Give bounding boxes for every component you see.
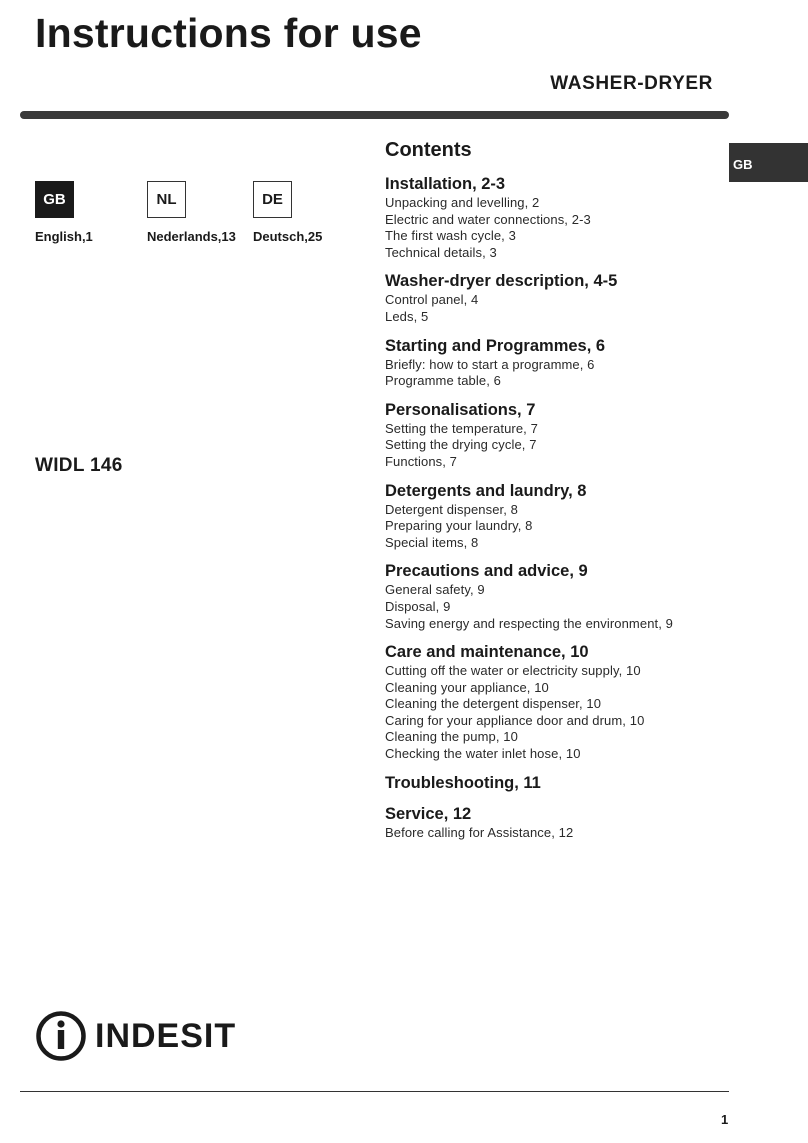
section-title: Precautions and advice, 9 xyxy=(385,562,588,581)
section-entry: Special items, 8 xyxy=(385,534,479,550)
language-label: Deutsch,25 xyxy=(253,229,323,244)
section-entry: The first wash cycle, 3 xyxy=(385,228,516,244)
language-label: English,1 xyxy=(35,229,93,244)
section-title: Starting and Programmes, 6 xyxy=(385,336,606,355)
section-title: Detergents and laundry, 8 xyxy=(385,481,587,500)
contents-section xyxy=(385,400,725,471)
contents-section xyxy=(385,804,725,842)
footer-divider xyxy=(20,1091,729,1092)
language-side-tab: GB xyxy=(729,143,808,182)
brand-name: INDESIT xyxy=(95,1016,237,1055)
product-type: WASHER-DRYER xyxy=(550,73,713,94)
page-number: 1 xyxy=(721,1112,729,1127)
section-entry: Caring for your appliance door and drum, 10 xyxy=(385,712,645,728)
section-entry: Setting the drying cycle, 7 xyxy=(385,437,537,453)
language-nl xyxy=(147,181,236,244)
section-entry: Leds, 5 xyxy=(385,308,429,324)
section-entry: Cleaning the detergent dispenser, 10 xyxy=(385,696,602,712)
language-label: Nederlands,13 xyxy=(147,229,236,244)
model-number: WIDL 146 xyxy=(35,455,123,476)
indesit-logo-icon xyxy=(35,1010,87,1062)
table-of-contents xyxy=(385,137,725,851)
section-title: Washer-dryer description, 4-5 xyxy=(385,272,618,291)
section-title: Personalisations, 7 xyxy=(385,400,536,419)
language-de xyxy=(253,181,322,244)
header-divider xyxy=(20,111,729,119)
contents-section xyxy=(385,642,725,763)
section-entry: Unpacking and levelling, 2 xyxy=(385,195,540,210)
section-entry: Control panel, 4 xyxy=(385,292,479,308)
contents-section xyxy=(385,773,725,794)
section-title: Care and maintenance, 10 xyxy=(385,643,589,662)
language-code-box: GB xyxy=(35,181,74,218)
contents-heading: Contents xyxy=(385,139,472,161)
section-entry: Electric and water connections, 2-3 xyxy=(385,211,591,227)
language-code-box: DE xyxy=(253,181,292,218)
section-entry: Checking the water inlet hose, 10 xyxy=(385,746,581,762)
section-entry: Preparing your laundry, 8 xyxy=(385,518,533,534)
section-entry: Functions, 7 xyxy=(385,453,458,469)
section-entry: Before calling for Assistance, 12 xyxy=(385,824,574,840)
page-title: Instructions for use xyxy=(35,10,422,56)
section-title: Service, 12 xyxy=(385,804,472,823)
section-entry: Setting the temperature, 7 xyxy=(385,420,538,436)
brand-logo xyxy=(35,1010,236,1062)
contents-section xyxy=(385,561,725,632)
contents-sections xyxy=(385,174,725,841)
section-title: Installation, 2-3 xyxy=(385,175,506,193)
section-entry: Technical details, 3 xyxy=(385,244,497,260)
contents-section xyxy=(385,481,725,552)
section-entry: Programme table, 6 xyxy=(385,373,501,389)
section-entry: Detergent dispenser, 8 xyxy=(385,501,519,517)
section-entry: Cutting off the water or electricity supply, 10 xyxy=(385,663,641,679)
language-code-box: NL xyxy=(147,181,186,218)
section-entry: Cleaning the pump, 10 xyxy=(385,729,518,745)
section-entry: General safety, 9 xyxy=(385,582,485,598)
section-title: Troubleshooting, 11 xyxy=(385,773,541,792)
contents-section xyxy=(385,336,725,390)
section-entry: Disposal, 9 xyxy=(385,598,451,614)
section-entry: Saving energy and respecting the environment, 9 xyxy=(385,615,673,631)
language-gb xyxy=(35,181,93,244)
section-entry: Briefly: how to start a programme, 6 xyxy=(385,356,595,372)
contents-section xyxy=(385,271,725,325)
section-entry: Cleaning your appliance, 10 xyxy=(385,679,549,695)
contents-section xyxy=(385,174,725,261)
